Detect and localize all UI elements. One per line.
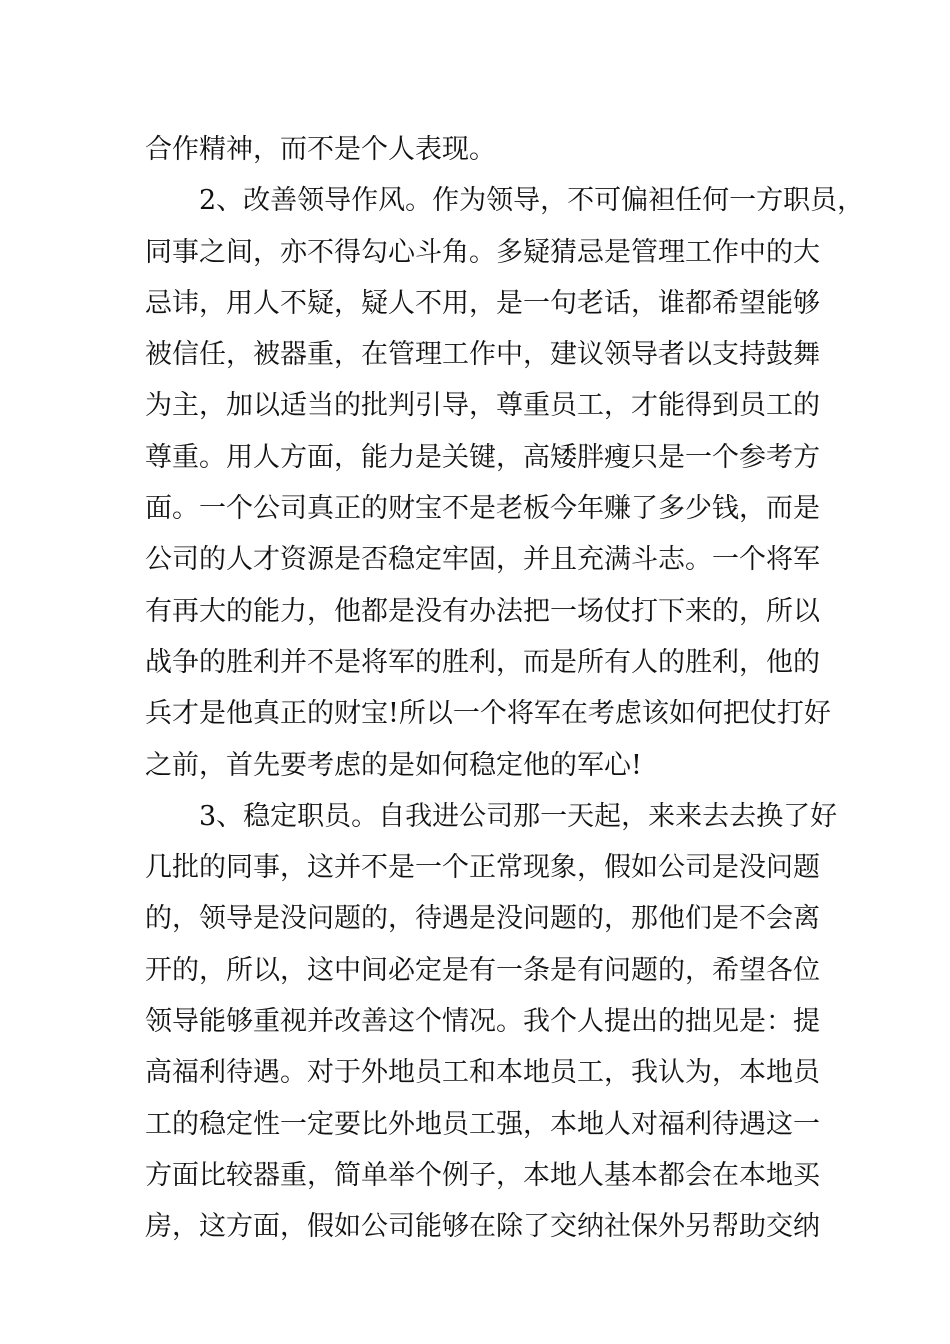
paragraph-3-line-5: 领导能够重视并改善这个情况。我个人提出的拙见是：提 <box>145 1006 820 1038</box>
paragraph-2-line-3: 忌讳，用人不疑，疑人不用，是一句老话，谁都希望能够 <box>145 287 820 319</box>
paragraph-2-line-5: 为主，加以适当的批判引导，尊重员工，才能得到员工的 <box>145 390 820 422</box>
document-body <box>145 124 865 1253</box>
paragraph-3-line-9: 房，这方面，假如公司能够在除了交纳社保外另帮助交纳 <box>145 1211 820 1243</box>
paragraph-3-line-2: 几批的同事，这并不是一个正常现象，假如公司是没问题 <box>145 852 820 884</box>
paragraph-2-line-9: 有再大的能力，他都是没有办法把一场仗打下来的，所以 <box>145 595 820 627</box>
paragraph-2-line-12: 之前，首先要考虑的是如何稳定他的军心! <box>145 749 642 781</box>
paragraph-2-line-2: 同事之间，亦不得勾心斗角。多疑猜忌是管理工作中的大 <box>145 236 820 268</box>
paragraph-3-line-6: 高福利待遇。对于外地员工和本地员工，我认为，本地员 <box>145 1057 820 1089</box>
paragraph-2-line-6: 尊重。用人方面，能力是关键，高矮胖瘦只是一个参考方 <box>145 441 820 473</box>
paragraph-1-line-1: 合作精神，而不是个人表现。 <box>145 134 496 165</box>
paragraph-2-line-4: 被信任，被器重，在管理工作中，建议领导者以支持鼓舞 <box>145 339 820 371</box>
paragraph-3-line-7: 工的稳定性一定要比外地员工强，本地人对福利待遇这一 <box>145 1108 820 1140</box>
paragraph-2-line-1: 2、改善领导作风。作为领导，不可偏袒任何一方职员， <box>199 185 865 217</box>
paragraph-2-line-11: 兵才是他真正的财宝!所以一个将军在考虑该如何把仗打好 <box>145 698 831 730</box>
paragraph-3-line-3: 的，领导是没问题的，待遇是没问题的，那他们是不会离 <box>145 903 820 935</box>
paragraph-3-line-1: 3、稳定职员。自我进公司那一天起，来来去去换了好 <box>199 800 838 832</box>
paragraph-3-line-8: 方面比较器重，简单举个例子，本地人基本都会在本地买 <box>145 1159 820 1191</box>
paragraph-2-line-10: 战争的胜利并不是将军的胜利，而是所有人的胜利，他的 <box>145 646 820 678</box>
paragraph-2-line-7: 面。一个公司真正的财宝不是老板今年赚了多少钱，而是 <box>145 493 820 525</box>
paragraph-2-line-8: 公司的人才资源是否稳定牢固，并且充满斗志。一个将军 <box>145 544 820 576</box>
paragraph-3-line-4: 开的，所以，这中间必定是有一条是有问题的，希望各位 <box>145 954 820 986</box>
